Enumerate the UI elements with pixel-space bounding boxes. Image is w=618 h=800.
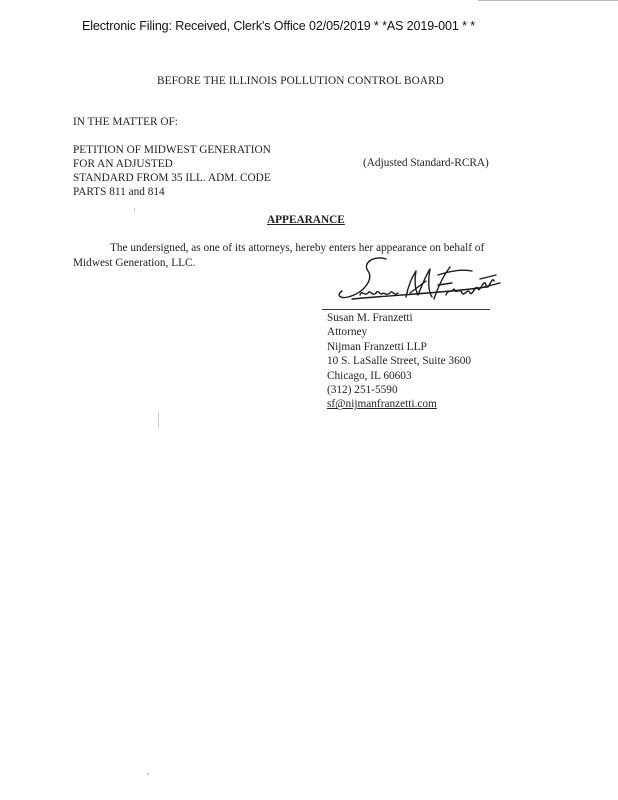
signature-line: [322, 309, 490, 310]
scan-speck: [147, 773, 149, 775]
phone-number: (312) 251-5590: [327, 384, 398, 397]
petition-line: FOR AN ADJUSTED: [73, 158, 173, 170]
document-title: APPEARANCE: [267, 214, 345, 226]
body-line: Midwest Generation, LLC.: [73, 257, 196, 269]
email-link[interactable]: sf@nijmanfranzetti.com: [327, 398, 437, 411]
case-type-label: (Adjusted Standard-RCRA): [363, 157, 489, 169]
handwritten-signature: [334, 253, 504, 317]
scan-edge-line: [478, 0, 618, 1]
street-address: 10 S. LaSalle Street, Suite 3600: [327, 355, 472, 368]
scan-speck: [158, 412, 159, 428]
petition-line: PETITION OF MIDWEST GENERATION: [73, 144, 271, 156]
petition-line: STANDARD FROM 35 ILL. ADM. CODE: [73, 172, 271, 184]
body-line: The undersigned, as one of its attorneys, hereby enters her appearance on behalf of: [110, 242, 485, 254]
scan-speck: [134, 208, 135, 212]
law-firm: Nijman Franzetti LLP: [327, 340, 427, 353]
petition-caption: [73, 143, 271, 199]
board-heading: BEFORE THE ILLINOIS POLLUTION CONTROL BOARD: [157, 75, 445, 87]
attorney-name: Susan M. Franzetti: [327, 312, 413, 324]
in-the-matter-label: IN THE MATTER OF:: [73, 116, 178, 128]
attorney-role: Attorney: [327, 326, 368, 339]
electronic-filing-stamp: Electronic Filing: Received, Clerk's Office 02/05/2019 * *AS 2019-001 * *: [82, 19, 475, 33]
attorney-contact-block: [327, 311, 471, 412]
city-state-zip: Chicago, IL 60603: [327, 369, 412, 382]
petition-line: PARTS 811 and 814: [73, 186, 165, 198]
